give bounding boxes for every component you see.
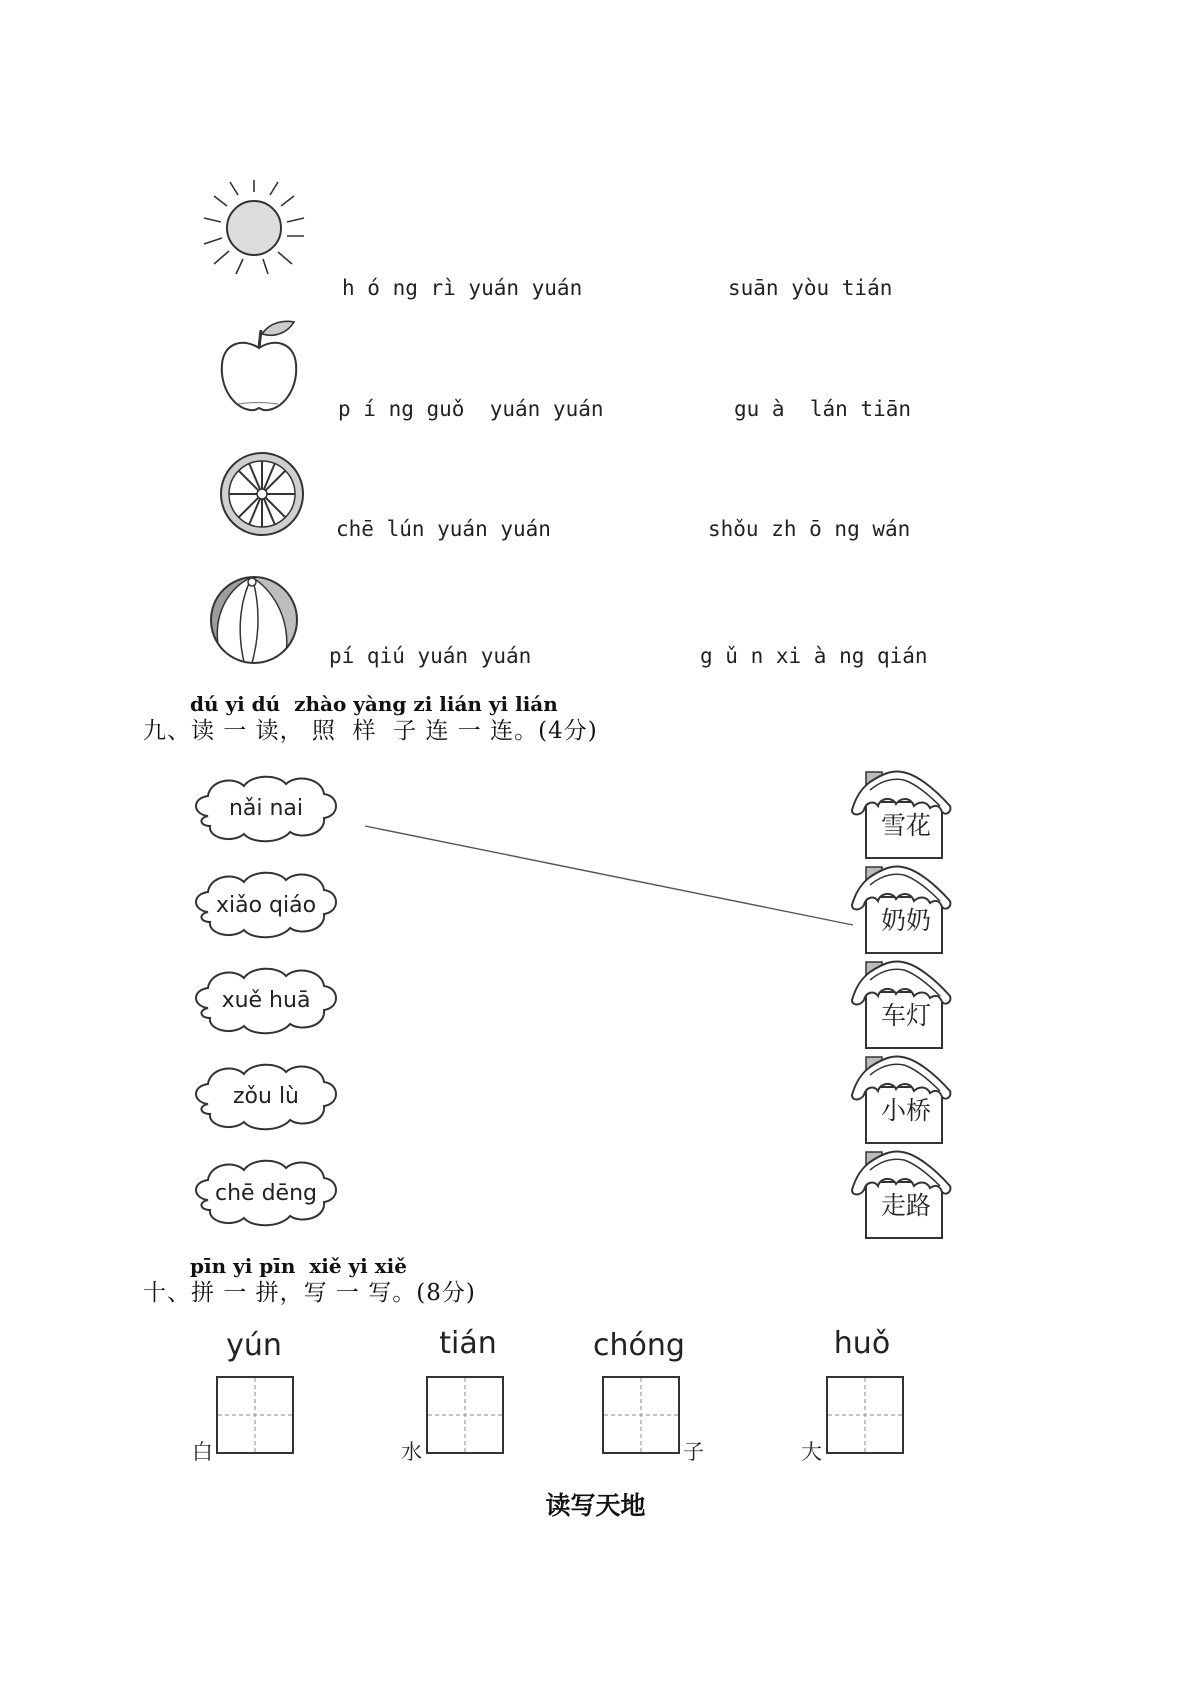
section10-pinyin: pīn yi pīn xiě yi xiě xyxy=(190,1254,407,1278)
item3-hint: 子 xyxy=(683,1440,704,1464)
cloud-label-3: xuě huā xyxy=(221,988,311,1013)
item1-hint: 白 xyxy=(192,1440,213,1464)
row4-right-pinyin: g ǔ n xi à ng qián xyxy=(700,644,928,668)
house-label-2: 奶奶 xyxy=(880,906,931,935)
reading-writing-heading: 读写天地 xyxy=(545,1491,646,1520)
item1-pinyin: yún xyxy=(226,1328,282,1363)
row1-left-pinyin: h ó ng rì yuán yuán xyxy=(342,276,583,300)
house-label-4: 小桥 xyxy=(880,1096,931,1125)
house-label-5: 走路 xyxy=(880,1191,931,1220)
item2-pinyin: tián xyxy=(439,1326,497,1361)
section10-title: 十、拼 一 拼，写 一 写。(8分) xyxy=(143,1280,476,1306)
row2-left-pinyin: p í ng guǒ yuán yuán xyxy=(338,397,604,421)
cloud-label-1: nǎi nai xyxy=(228,796,304,821)
row4-left-pinyin: pí qiú yuán yuán xyxy=(329,644,532,668)
house-label-3: 车灯 xyxy=(880,1001,931,1030)
row3-right-pinyin: shǒu zh ō ng wán xyxy=(708,517,911,541)
cloud-label-4: zǒu lù xyxy=(233,1084,299,1109)
section9-title: 九、读 一 读， 照 样 子 连 一 连。(4分) xyxy=(143,718,598,744)
row3-left-pinyin: chē lún yuán yuán xyxy=(336,517,551,541)
item4-pinyin: huǒ xyxy=(833,1326,891,1361)
row2-right-pinyin: gu à lán tiān xyxy=(734,397,912,421)
cloud-label-2: xiǎo qiáo xyxy=(215,893,317,918)
item4-hint: 大 xyxy=(801,1440,822,1464)
cloud-label-5: chē dēng xyxy=(215,1181,317,1206)
item2-hint: 水 xyxy=(401,1440,422,1464)
section9-pinyin: dú yi dú zhào yàng zi lián yi lián xyxy=(190,692,558,716)
house-label-1: 雪花 xyxy=(880,811,931,840)
writing-box-1[interactable] xyxy=(216,1376,294,1454)
item3-pinyin: chóng xyxy=(593,1328,685,1363)
writing-box-4[interactable] xyxy=(826,1376,904,1454)
writing-box-2[interactable] xyxy=(426,1376,504,1454)
row1-right-pinyin: suān yòu tián xyxy=(728,276,893,300)
writing-box-3[interactable] xyxy=(602,1376,680,1454)
